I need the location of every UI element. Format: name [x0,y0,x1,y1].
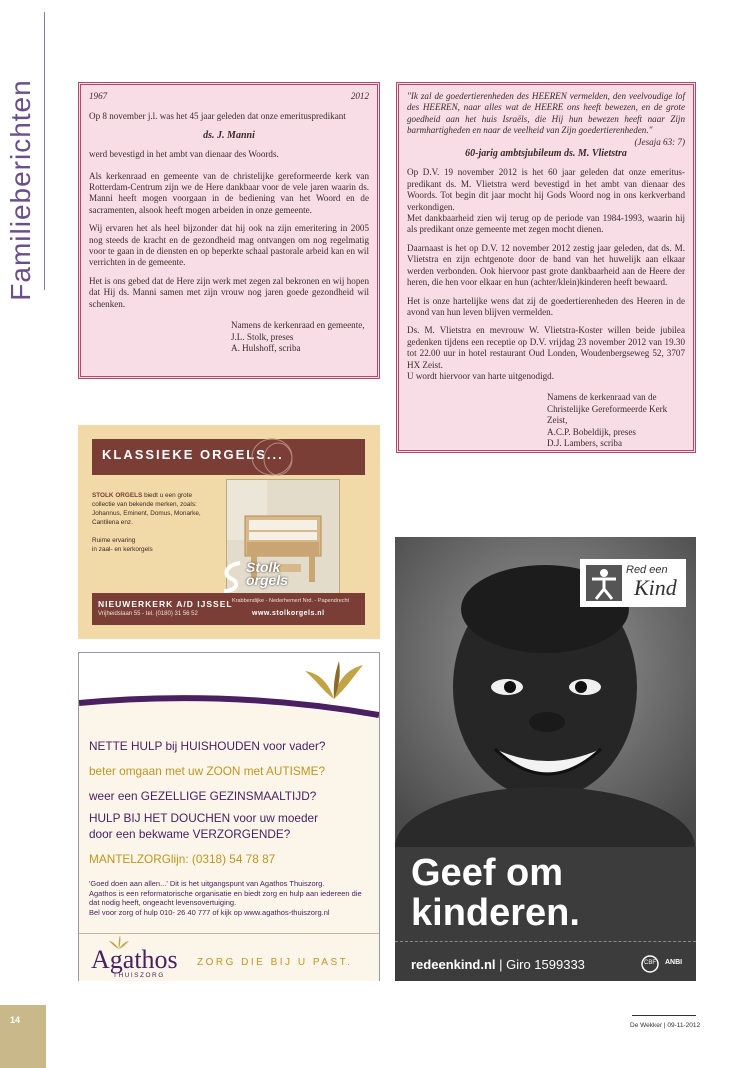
agathos-logo-text: Agathos [91,945,178,974]
stolk-orgels-logo: Stolk orgels [218,559,338,593]
signature-line: J.L. Stolk, preses [231,331,294,342]
paragraph: Het is ons gebed dat de Here zijn werk met zegen zal bekronen en wij hopen dat Hij ds. Manni samen met zijn vrouw nog jaren goede gezondheid wil schenken. [89,275,369,309]
signature-line: Christelijke Gereformeerde Kerk Zeist, [547,403,668,426]
paragraph: Wij ervaren het als heel bijzonder dat hij ook na zijn emeritering in 2005 nog steeds de kracht en de gezondheid mag ontvangen om nog regelmatig voor te gaan in de diensten en op beperkte schaal pastorale arbeid kan en wil verrichten in de gemeente. [89,223,369,268]
ad-title: KLASSIEKE ORGELS... [102,447,284,462]
section-title: Familieberichten [5,79,36,301]
agathos-subtitle: THUISZORG [113,972,165,979]
ornament-icon [242,435,302,479]
signature-line: Namens de kerkenraad van de [547,392,657,403]
ad-line: NETTE HULP bij HUISHOUDEN voor vader? [89,739,326,753]
ad-locations: Krabbendijke - Nederhemert Nrd. - Papendrecht [232,598,350,604]
signature-line: A. Hulshoff, scriba [231,342,301,353]
cbf-label: CBF [644,960,656,966]
ad-line: door een bekwame VERZORGENDE? [89,827,291,841]
ad-line: beter omgaan met uw ZOON met AUTISME? [89,764,326,778]
figure-icon [586,565,622,601]
year-right: 2012 [350,91,369,101]
paragraph: Als kerkenraad en gemeente van de christelijke gereformeerde kerk van Rotterdam-Centrum zijn we de Here dankbaar voor de vele jaren waarin ds. Manni heeft mogen voorgaan in de bediening van het Woord en de sacramenten, alsook heeft mogen arbeiden in onze gemeente. [89,170,369,215]
footer-rule [632,1015,696,1016]
ad-body [79,723,379,981]
quote-reference: (Jesaja 63: 7) [634,136,685,147]
agathos-slogan: ZORG DIE BIJ U PAST. [197,957,353,968]
red-een-kind-logo: Red een Kind [580,559,686,607]
paragraph: U wordt hiervoor van harte uitgenodigd. [407,370,554,381]
ad-headline: Geef om [411,852,564,894]
ad-header [79,653,379,723]
signature-line: D.J. Lambers, scriba [547,437,623,448]
notice-manni [78,82,380,379]
divider [395,941,696,943]
paragraph: Op D.V. 19 november 2012 is het 60 jaar geleden dat onze emeritus-predikant ds. M. Vlietstra werd bevestigd in het ambt van dienaar des Woords. Tot begin dit jaar mocht hij Gods Woord nog in ons kerkverband verkondigen. [407,167,685,212]
notice-year-row [89,91,369,102]
ad-headline: kinderen. [411,892,580,934]
signature-line: Namens de kerkenraad en gemeente, [231,320,365,331]
year-left: 1967 [89,91,108,101]
notice-name: ds. J. Manni [203,129,255,141]
paragraph: werd bevestigd in het ambt van dienaar des Woords. [89,149,279,160]
bible-quote: "Ik zal de goedertierenheden des HEEREN vermelden, den veelvoudige lof des HEEREN, naar alles wat de HEERE ons heeft bewezen, en de grote goedheid aan het huis Israëls, die Hij hun bewezen heeft naar Zijn barmhartigheden en naar de veelheid van Zijn goedertierenheden." (Jesaja 63: 7) [407,91,685,147]
red-een-kind-ad[interactable] [395,537,696,981]
anbi-label: ANBI [665,959,683,966]
notice-vlietstra [396,82,696,453]
ad-body: STOLK ORGELS biedt u een grote collectie van bekende merken, zoals: Johannus, Eminent, Domus, Monarke, Cantilena enz. Ruime ervaring in zaal- en kerkorgels [92,492,201,553]
notice-title: 60-jarig ambtsjubileum ds. M. Vlietstra [465,148,627,160]
paragraph: Het is onze hartelijke wens dat zij de goedertierenheden des Heeren in de avond van hun leven blijven vermelden. [407,295,685,317]
ad-banner [92,439,365,475]
ad-place: NIEUWERKERK A/D IJSSEL [98,599,233,609]
ad-line: HULP BIJ HET DOUCHEN voor uw moeder [89,811,319,825]
ad-footer [92,593,365,625]
paragraph: Met dankbaarheid zien wij terug op de periode van 1984-1993, waarin hij als predikant onze gemeente met zegen mocht dienen. [407,213,685,235]
page-number-box [0,1005,46,1068]
ad-address: Vrijheidslaan 55 - tel. (0180) 31 56 52 [98,611,198,617]
signature-line: A.C.P. Bobeldijk, preses [547,426,636,437]
ad-website-link[interactable]: www.stolkorgels.nl [252,610,325,617]
page-number: 14 [10,1015,21,1025]
ad-small-text: 'Goed doen aan allen...' Dit is het uitgangspunt van Agathos Thuiszorg. Agathos is een reformatorische organisatie en biedt zorg en hulp aan iedereen die dat nodig heeft, ongeacht levensovertuiging. Bel voor zorg of hulp 010- 26 40 777 of kijk op www.agathos-thuiszorg.nl [89,879,362,917]
stolk-orgels-ad[interactable] [78,425,380,639]
issue-info: De Wekker | 09-11-2012 [630,1022,701,1029]
divider [79,933,379,934]
brand-name: STOLK ORGELS [92,492,143,499]
ad-phone: MANTELZORGlijn: (0318) 54 78 87 [89,852,276,866]
leaf-logo-icon [299,659,369,703]
paragraph: Daarnaast is het op D.V. 12 november 2012 zestig jaar geleden, dat ds. M. Vlietstra en zijn echtgenote door de band van het huwelijk aan elkaar werden verbonden. Ook hiervoor past grote dankbaarheid aan de Heere der heren, die hen voor elkaar en hun (achter/klein)kinderen heeft bewaard. [407,242,685,288]
agathos-ad[interactable] [78,652,380,981]
paragraph: Op 8 november j.l. was het 45 jaar geleden dat onze emerituspredikant [89,111,346,122]
paragraph: Ds. M. Vlietstra en mevrouw W. Vlietstra-Koster willen beide jubilea gedenken tijdens een receptie op D.V. vrijdag 23 november 2012 van 19.30 tot 22.00 uur in hotel restaurant Oud Londen, Woudenbergseweg 52, 3707 HX Zeist. [407,325,685,370]
logo-swirl-icon [218,559,248,593]
ad-line: weer een GEZELLIGE GEZINSMAALTIJD? [89,789,317,803]
ad-website-link[interactable]: redeenkind.nl | Giro 1599333 [411,957,585,972]
